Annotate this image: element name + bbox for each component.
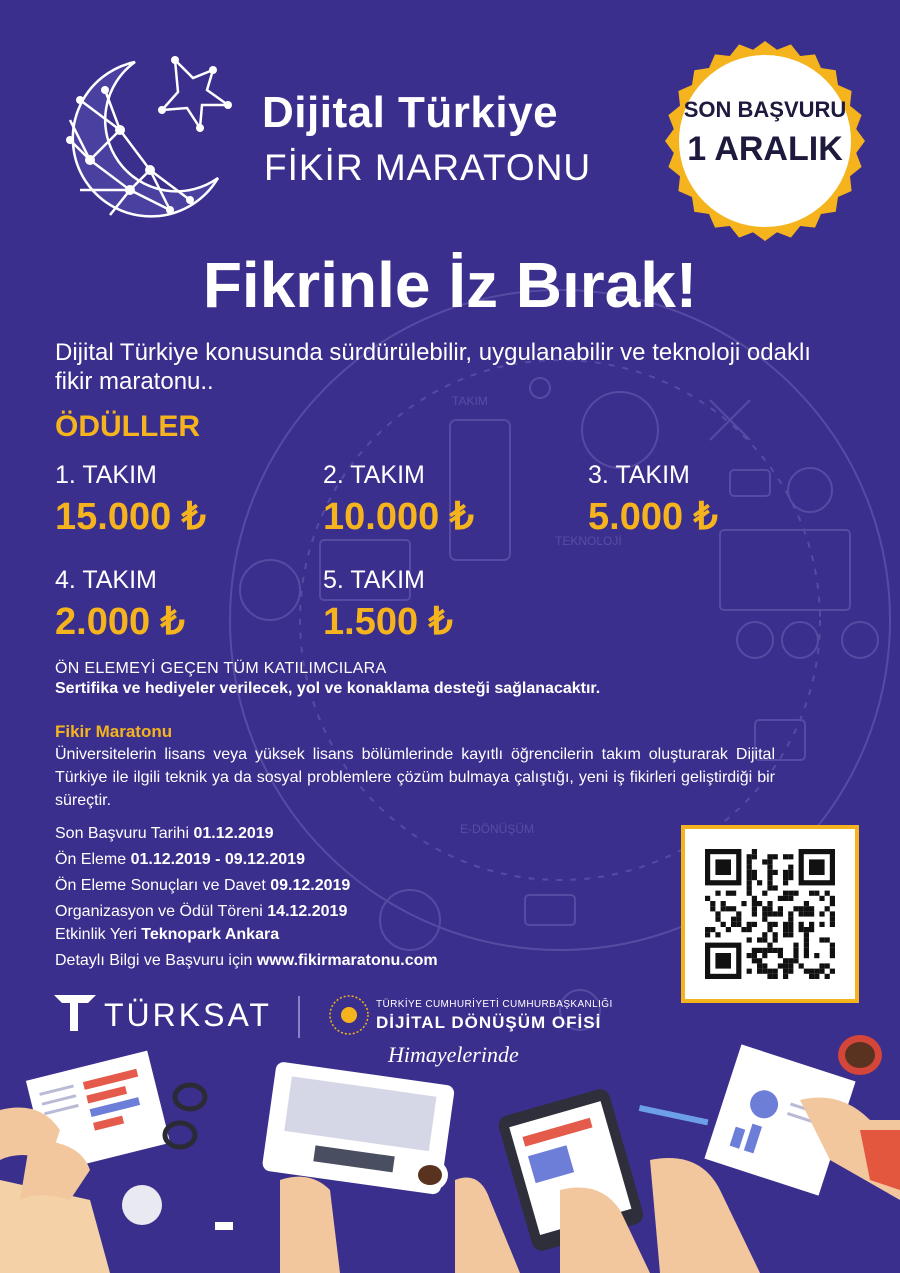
website-link[interactable]: www.fikirmaratonu.com <box>256 952 438 969</box>
brand-title: Dijital Türkiye <box>262 88 559 137</box>
schedule-row <box>55 825 274 843</box>
turksat-wordmark: TÜRKSAT <box>104 997 272 1033</box>
team-3-label: 3. TAKIM <box>588 461 690 489</box>
schedule-label: Son Başvuru Tarihi <box>55 825 194 842</box>
awards-title: ÖDÜLLER <box>55 410 200 443</box>
headline: Fikrinle İz Bırak! <box>202 249 698 321</box>
team-5-label: 5. TAKIM <box>323 566 425 594</box>
all-participants-desc: Sertifika ve hediyeler verilecek, yol ve konaklama desteği sağlanacaktır. <box>55 680 601 697</box>
team-4-amount: 2.000 ₺ <box>55 601 185 643</box>
schedule-row <box>55 926 279 944</box>
schedule-value: Teknopark Ankara <box>141 926 280 943</box>
team-4-label: 4. TAKIM <box>55 566 157 594</box>
team-1-label: 1. TAKIM <box>55 461 157 489</box>
about-title: Fikir Maratonu <box>55 722 173 741</box>
office-line2: DİJİTAL DÖNÜŞÜM OFİSİ <box>376 1013 602 1032</box>
deadline-badge-line1: SON BAŞVURU <box>683 97 847 122</box>
schedule-row <box>55 952 438 970</box>
schedule-value: 01.12.2019 - 09.12.2019 <box>130 851 305 868</box>
team-2-amount: 10.000 ₺ <box>323 496 474 538</box>
schedule-value: 01.12.2019 <box>193 825 274 842</box>
bg-word-takim: TAKIM <box>452 394 488 408</box>
schedule-value: 09.12.2019 <box>270 877 351 894</box>
desk-illustration <box>0 1035 900 1273</box>
schedule-row <box>55 851 305 869</box>
bg-word-teknoloji: TEKNOLOJİ <box>555 534 622 548</box>
patronage-text: Himayelerinde <box>388 1042 519 1067</box>
brand-subtitle: FİKİR MARATONU <box>264 147 592 188</box>
turksat-logo-icon <box>52 993 98 1033</box>
team-2-label: 2. TAKIM <box>323 461 425 489</box>
schedule-value: 14.12.2019 <box>267 903 348 920</box>
all-participants-label: ÖN ELEMEYİ GEÇEN TÜM KATILIMCILARA <box>55 660 387 677</box>
intro-text: Dijital Türkiye konusunda sürdürülebilir, uygulanabilir ve teknoloji odaklı fikir maratonu.. <box>55 339 811 395</box>
schedule-label: Ön Eleme <box>55 851 131 868</box>
team-3-amount: 5.000 ₺ <box>588 496 718 538</box>
team-5-amount: 1.500 ₺ <box>323 601 453 643</box>
office-line1: TÜRKİYE CUMHURİYETİ CUMHURBAŞKANLIĞI <box>376 999 613 1010</box>
deadline-badge-line2: 1 ARALIK <box>687 130 843 168</box>
team-1-amount: 15.000 ₺ <box>55 496 206 538</box>
moon-star-network-icon <box>50 50 250 230</box>
qr-code-frame[interactable] <box>681 825 859 1003</box>
schedule-label: Organizasyon ve Ödül Töreni <box>55 903 268 920</box>
schedule-label: Etkinlik Yeri <box>55 926 142 943</box>
schedule-row <box>55 903 347 921</box>
bg-word-edonusum: E-DÖNÜŞÜM <box>460 822 534 836</box>
schedule-label: Detaylı Bilgi ve Başvuru için <box>55 952 257 969</box>
schedule-row <box>55 877 350 895</box>
presidential-seal-icon <box>328 994 370 1036</box>
qr-code-icon <box>685 829 855 999</box>
sponsor-divider <box>298 996 300 1038</box>
about-body: Üniversitelerin lisans veya yüksek lisans bölümlerinde kayıtlı öğrencilerin takım oluşturarak Dijital Türkiye ile ilgili teknik ya da sosyal problemlere çözüm bulmaya çalıştığı, yeni iş fikirleri geliştirdiği bir süreçtir. <box>55 746 775 809</box>
schedule-label: Ön Eleme Sonuçları ve Davet <box>55 877 271 894</box>
